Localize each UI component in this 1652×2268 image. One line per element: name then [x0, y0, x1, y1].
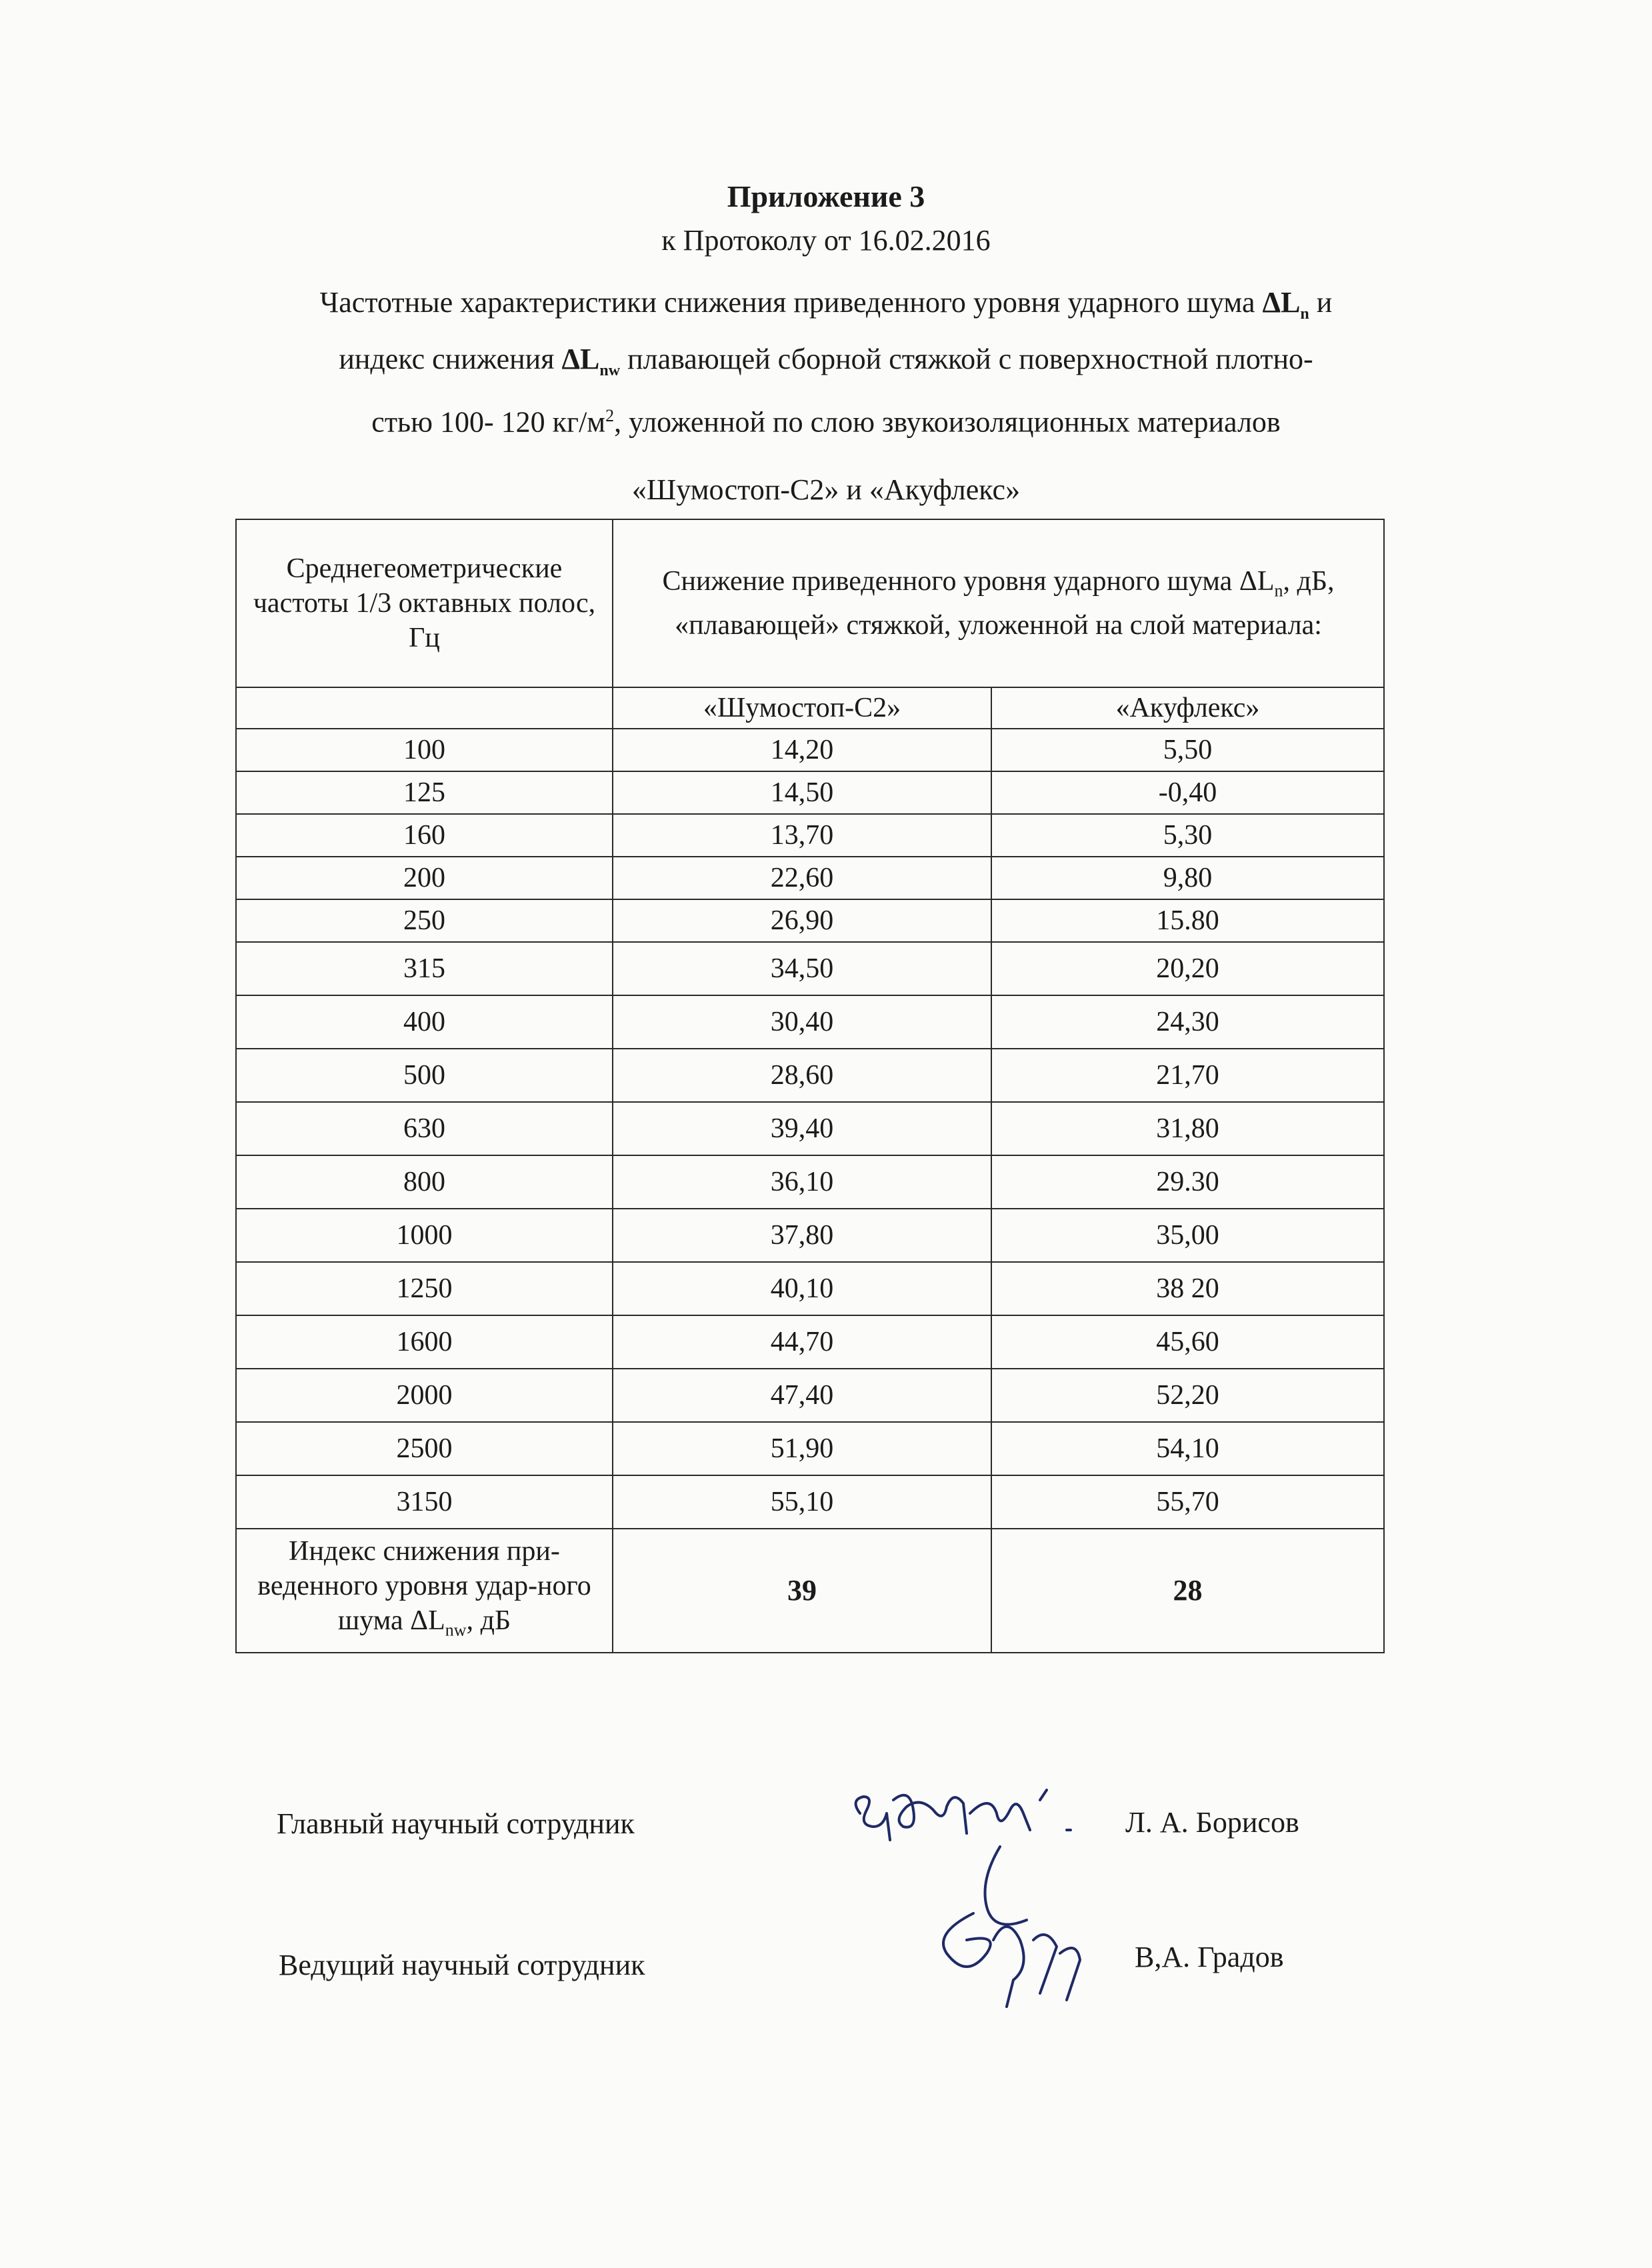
frequency-cell: 1000 [236, 1209, 613, 1262]
shumostop-value-cell: 14,20 [613, 729, 991, 771]
role-lead-researcher: Ведущий научный сотрудник [279, 1949, 645, 1981]
akuflex-value-cell: 9,80 [991, 857, 1384, 899]
index-shumostop: 39 [613, 1529, 991, 1653]
frequency-cell: 1250 [236, 1262, 613, 1315]
caption-materials: «Шумостоп-С2» и «Акуфлекс» [631, 473, 1021, 507]
akuflex-value-cell: 52,20 [991, 1369, 1384, 1422]
name-borisov: Л. А. Борисов [1125, 1806, 1299, 1839]
subheader-empty [236, 687, 613, 729]
akuflex-value-cell: 21,70 [991, 1049, 1384, 1102]
shumostop-value-cell: 13,70 [613, 814, 991, 857]
table-row [236, 1155, 1384, 1209]
caption-line-3: стью 100- 120 $кг/м^2$, уложенной по слою звукоизоляционных материалов [371, 405, 1281, 439]
frequency-cell: 2000 [236, 1369, 613, 1422]
frequency-cell: 315 [236, 942, 613, 995]
akuflex-value-cell: 31,80 [991, 1102, 1384, 1155]
table-row [236, 857, 1384, 899]
shumostop-value-cell: 28,60 [613, 1049, 991, 1102]
impact-noise-table [235, 519, 1385, 1653]
table-row [236, 1049, 1384, 1102]
shumostop-value-cell: 39,40 [613, 1102, 991, 1155]
frequency-cell: 250 [236, 899, 613, 942]
table-row [236, 995, 1384, 1049]
table-row [236, 814, 1384, 857]
caption-line-1: Частотные характеристики снижения приведенного уровня ударного шума $\Delta L_n$ и [319, 286, 1333, 323]
table-row [236, 899, 1384, 942]
table-row [236, 1422, 1384, 1475]
table-row [236, 1315, 1384, 1369]
protocol-reference: к Протоколу от 16.02.2016 [661, 224, 991, 257]
akuflex-value-cell: 15.80 [991, 899, 1384, 942]
akuflex-value-cell: -0,40 [991, 771, 1384, 814]
table-row [236, 1262, 1384, 1315]
delta-ln-symbol: ΔL [1262, 286, 1301, 319]
table-caption [200, 280, 1452, 513]
frequency-cell: 800 [236, 1155, 613, 1209]
header-frequency: Среднегеометрические частоты 1/3 октавных полос, Гц [236, 519, 613, 687]
appendix-title: Приложение 3 [727, 179, 925, 213]
akuflex-value-cell: 35,00 [991, 1209, 1384, 1262]
shumostop-value-cell: 26,90 [613, 899, 991, 942]
index-row [236, 1529, 1384, 1653]
shumostop-value-cell: 36,10 [613, 1155, 991, 1209]
index-label: Индекс снижения при-веденного уровня удар-ного шума $\Delta L_{nw}$, дБ [236, 1529, 613, 1653]
frequency-cell: 500 [236, 1049, 613, 1102]
delta-lnw-symbol: ΔL [561, 342, 600, 375]
frequency-cell: 160 [236, 814, 613, 857]
shumostop-value-cell: 14,50 [613, 771, 991, 814]
frequency-cell: 3150 [236, 1475, 613, 1529]
frequency-cell: 100 [236, 729, 613, 771]
caption-line-2: индекс снижения $\Delta L_{nw}$ плавающей сборной стяжкой с поверхностной плотно- [339, 342, 1313, 379]
table-row [236, 1369, 1384, 1422]
table-row [236, 942, 1384, 995]
table-header-row [236, 519, 1384, 687]
header-reduction: Снижение приведенного уровня ударного шума $\Delta L_n$, дБ, «плавающей» стяжкой, уложенной на слой материала: [613, 519, 1384, 687]
akuflex-value-cell: 20,20 [991, 942, 1384, 995]
akuflex-value-cell: 55,70 [991, 1475, 1384, 1529]
frequency-cell: 125 [236, 771, 613, 814]
shumostop-value-cell: 22,60 [613, 857, 991, 899]
table-row [236, 729, 1384, 771]
subheader-shumostop: «Шумостоп-С2» [613, 687, 991, 729]
shumostop-value-cell: 30,40 [613, 995, 991, 1049]
subheader-akuflex: «Акуфлекс» [991, 687, 1384, 729]
akuflex-value-cell: 29.30 [991, 1155, 1384, 1209]
signature-gradov [927, 1840, 1107, 2020]
role-chief-researcher: Главный научный сотрудник [277, 1807, 635, 1840]
akuflex-value-cell: 38 20 [991, 1262, 1384, 1315]
frequency-cell: 200 [236, 857, 613, 899]
shumostop-value-cell: 37,80 [613, 1209, 991, 1262]
frequency-cell: 2500 [236, 1422, 613, 1475]
shumostop-value-cell: 34,50 [613, 942, 991, 995]
table-row [236, 1475, 1384, 1529]
shumostop-value-cell: 47,40 [613, 1369, 991, 1422]
table-row [236, 771, 1384, 814]
frequency-cell: 630 [236, 1102, 613, 1155]
shumostop-value-cell: 44,70 [613, 1315, 991, 1369]
shumostop-value-cell: 55,10 [613, 1475, 991, 1529]
akuflex-value-cell: 24,30 [991, 995, 1384, 1049]
table-subheader-row [236, 687, 1384, 729]
shumostop-value-cell: 51,90 [613, 1422, 991, 1475]
table-row [236, 1209, 1384, 1262]
akuflex-value-cell: 54,10 [991, 1422, 1384, 1475]
table-row [236, 1102, 1384, 1155]
akuflex-value-cell: 45,60 [991, 1315, 1384, 1369]
shumostop-value-cell: 40,10 [613, 1262, 991, 1315]
frequency-cell: 1600 [236, 1315, 613, 1369]
akuflex-value-cell: 5,50 [991, 729, 1384, 771]
akuflex-value-cell: 5,30 [991, 814, 1384, 857]
name-gradov: В,А. Градов [1135, 1941, 1284, 1973]
index-akuflex: 28 [991, 1529, 1384, 1653]
frequency-cell: 400 [236, 995, 613, 1049]
